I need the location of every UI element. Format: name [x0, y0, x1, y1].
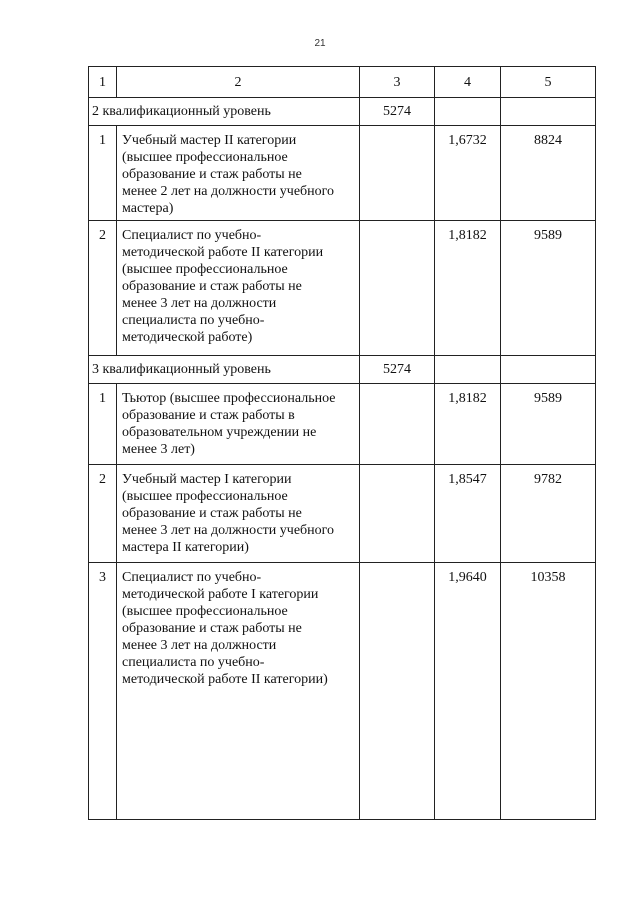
position-cell — [117, 221, 360, 356]
coefficient: 1,8182 — [435, 384, 501, 465]
row-number: 2 — [89, 221, 117, 356]
position-description: Учебный мастер I категории (высшее профессиональное образование и стаж работы не менее 3 лет на должности учебного мастера II категории) — [122, 472, 335, 555]
position-description: Тьютор (высшее профессиональное образование и стаж работы в образовательном учреждении не менее 3 лет) — [122, 391, 336, 457]
row-number: 1 — [89, 384, 117, 465]
coefficient: 1,9640 — [435, 563, 501, 820]
table-row — [89, 384, 596, 465]
empty-cell — [435, 98, 501, 126]
salary: 10358 — [501, 563, 596, 820]
salary: 9589 — [501, 221, 596, 356]
table-row — [89, 221, 596, 356]
coefficient: 1,8547 — [435, 465, 501, 563]
row-number: 1 — [89, 126, 117, 221]
base-salary: 5274 — [360, 98, 435, 126]
empty-cell — [360, 384, 435, 465]
table-header-row — [89, 67, 596, 98]
salary: 9782 — [501, 465, 596, 563]
row-number: 2 — [89, 465, 117, 563]
page-number: 21 — [314, 38, 326, 49]
empty-cell — [501, 356, 596, 384]
empty-cell — [360, 126, 435, 221]
coefficient: 1,8182 — [435, 221, 501, 356]
empty-cell — [360, 221, 435, 356]
base-salary: 5274 — [360, 356, 435, 384]
table-row — [89, 563, 596, 820]
header-cell-4: 4 — [435, 67, 501, 98]
qualification-table — [88, 66, 596, 820]
empty-cell — [360, 563, 435, 820]
position-cell — [117, 384, 360, 465]
salary: 9589 — [501, 384, 596, 465]
coefficient: 1,6732 — [435, 126, 501, 221]
level-label: 2 квалификационный уровень — [89, 98, 360, 126]
header-cell-2: 2 — [117, 67, 360, 98]
position-cell — [117, 563, 360, 820]
header-cell-3: 3 — [360, 67, 435, 98]
empty-cell — [360, 465, 435, 563]
position-description: Учебный мастер II категории (высшее профессиональное образование и стаж работы не менее 2 лет на должности учебного мастера) — [122, 133, 335, 216]
header-cell-5: 5 — [501, 67, 596, 98]
header-cell-1: 1 — [89, 67, 117, 98]
salary: 8824 — [501, 126, 596, 221]
empty-cell — [501, 98, 596, 126]
position-description: Специалист по учебно- методической работе II категории (высшее профессиональное образование и стаж работы не менее 3 лет на должности специалиста по учебно- методической работе) — [122, 228, 324, 345]
level-row — [89, 98, 596, 126]
table-row — [89, 126, 596, 221]
position-cell — [117, 465, 360, 563]
level-label: 3 квалификационный уровень — [89, 356, 360, 384]
position-description: Специалист по учебно- методической работе I категории (высшее профессиональное образование и стаж работы не менее 3 лет на должности специалиста по учебно- методической работе II категории) — [122, 570, 328, 687]
position-cell — [117, 126, 360, 221]
row-number: 3 — [89, 563, 117, 820]
empty-cell — [435, 356, 501, 384]
level-row — [89, 356, 596, 384]
table-row — [89, 465, 596, 563]
